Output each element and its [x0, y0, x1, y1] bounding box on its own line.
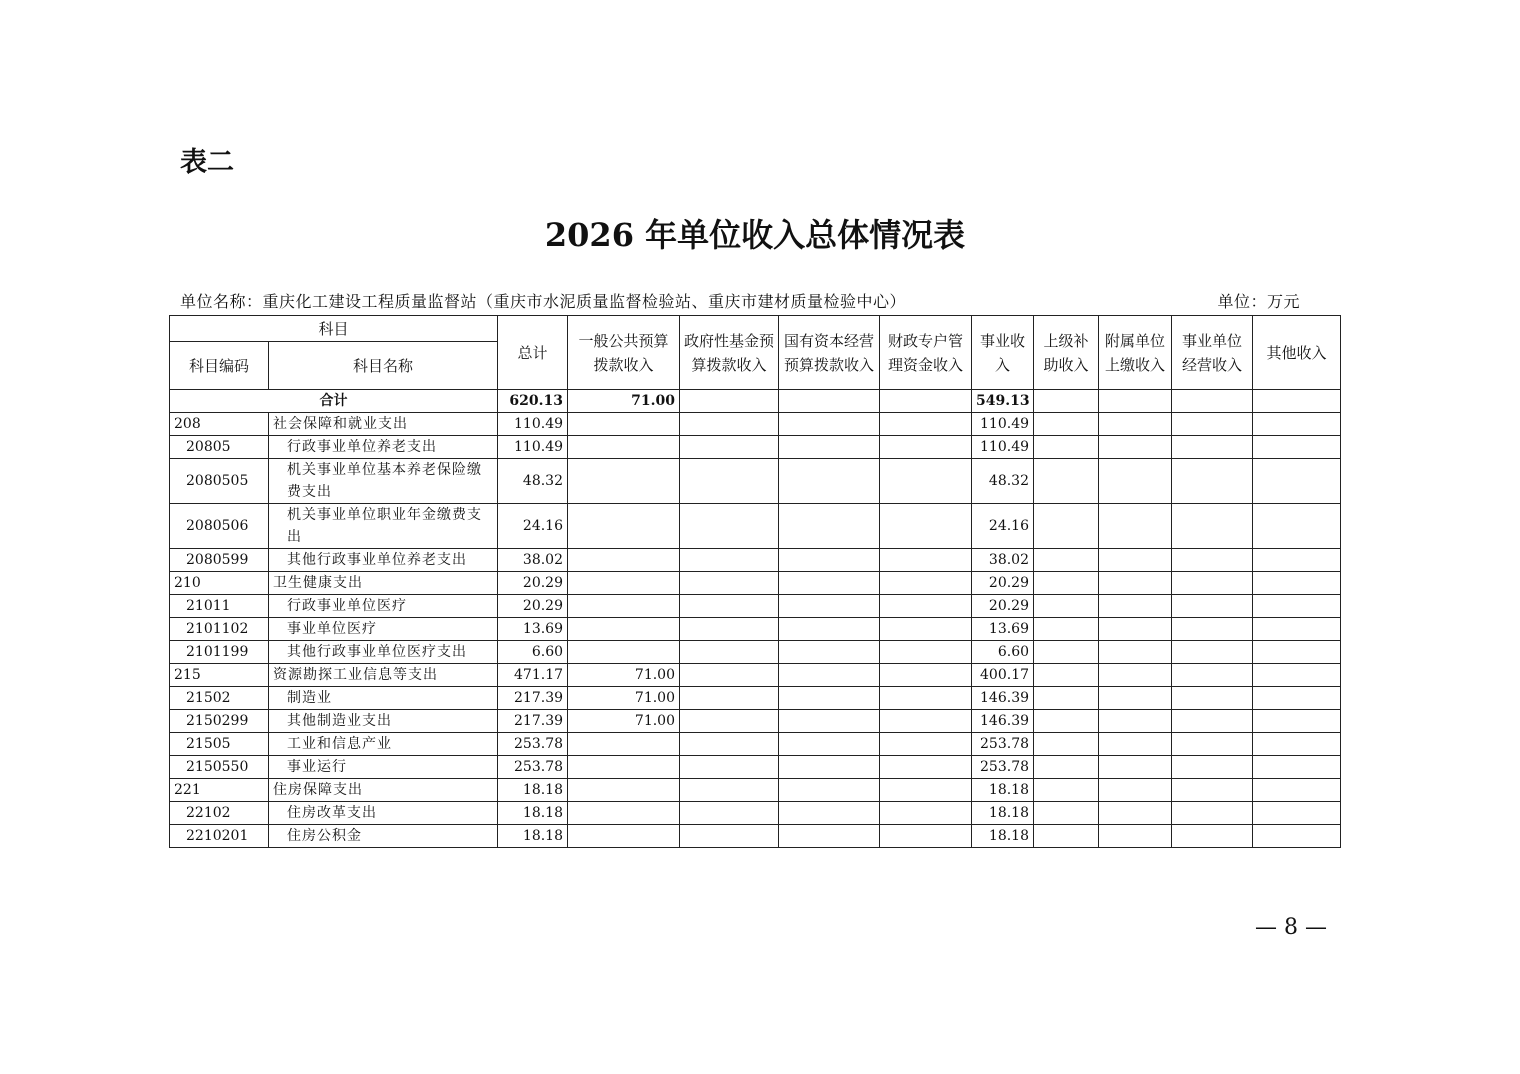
- cell-subsidiary: [1099, 413, 1172, 436]
- cell-name: 住房改革支出: [269, 802, 498, 825]
- cell-other: [1253, 664, 1341, 687]
- cell-gov-fund: [680, 549, 779, 572]
- cell-name: 制造业: [269, 687, 498, 710]
- cell-fiscal-special: [880, 459, 972, 504]
- cell-other: [1253, 733, 1341, 756]
- cell-subsidiary: [1099, 595, 1172, 618]
- table-label: 表二: [180, 147, 234, 178]
- cell-code: 2080599: [170, 549, 269, 572]
- cell-subsidiary: [1099, 618, 1172, 641]
- cell-other: [1253, 618, 1341, 641]
- cell-gov-fund: [680, 664, 779, 687]
- cell-business: 110.49: [972, 436, 1034, 459]
- cell-state-capital: [779, 802, 880, 825]
- cell-total: 471.17: [498, 664, 568, 687]
- cell-other: [1253, 436, 1341, 459]
- cell-name: 行政事业单位养老支出: [269, 436, 498, 459]
- cell-name: 机关事业单位基本养老保险缴费支出: [269, 459, 498, 504]
- cell-other: [1253, 641, 1341, 664]
- cell-operating: [1172, 664, 1253, 687]
- cell-superior-subsidy: [1034, 733, 1099, 756]
- cell-name: 住房保障支出: [269, 779, 498, 802]
- cell-gov-fund: [680, 504, 779, 549]
- cell-state-capital: [779, 504, 880, 549]
- cell-gov-fund: [680, 572, 779, 595]
- header-fiscal-special: 财政专户管理资金收入: [880, 316, 972, 390]
- cell-general-budget: [568, 413, 680, 436]
- cell-business: 6.60: [972, 641, 1034, 664]
- cell-superior-subsidy: [1034, 779, 1099, 802]
- cell-operating: [1172, 618, 1253, 641]
- cell-code: 21502: [170, 687, 269, 710]
- cell-fiscal-special: [880, 641, 972, 664]
- cell-state-capital: [779, 595, 880, 618]
- cell-gov-fund: [680, 595, 779, 618]
- cell-state-capital: [779, 618, 880, 641]
- cell-fiscal-special: [880, 779, 972, 802]
- cell-fiscal-special: [880, 733, 972, 756]
- cell-operating: [1172, 687, 1253, 710]
- cell-superior-subsidy: [1034, 595, 1099, 618]
- cell-fiscal-special: [880, 436, 972, 459]
- total-superior-subsidy: [1034, 390, 1099, 413]
- cell-state-capital: [779, 687, 880, 710]
- unit-name: 单位名称：重庆化工建设工程质量监督站（重庆市水泥质量监督检验站、重庆市建材质量检验中心）: [180, 292, 907, 311]
- cell-state-capital: [779, 733, 880, 756]
- cell-total: 110.49: [498, 413, 568, 436]
- cell-total: 6.60: [498, 641, 568, 664]
- cell-superior-subsidy: [1034, 687, 1099, 710]
- cell-operating: [1172, 825, 1253, 848]
- total-total: 620.13: [498, 390, 568, 413]
- cell-superior-subsidy: [1034, 504, 1099, 549]
- cell-gov-fund: [680, 825, 779, 848]
- cell-business: 20.29: [972, 572, 1034, 595]
- cell-name: 事业单位医疗: [269, 618, 498, 641]
- cell-state-capital: [779, 779, 880, 802]
- cell-operating: [1172, 779, 1253, 802]
- cell-subsidiary: [1099, 641, 1172, 664]
- cell-code: 215: [170, 664, 269, 687]
- cell-gov-fund: [680, 687, 779, 710]
- total-label: 合计: [170, 390, 498, 413]
- total-state-capital: [779, 390, 880, 413]
- cell-gov-fund: [680, 436, 779, 459]
- cell-gov-fund: [680, 459, 779, 504]
- cell-total: 20.29: [498, 595, 568, 618]
- cell-state-capital: [779, 572, 880, 595]
- table-row: [170, 687, 1341, 710]
- cell-superior-subsidy: [1034, 802, 1099, 825]
- cell-name: 资源勘探工业信息等支出: [269, 664, 498, 687]
- cell-fiscal-special: [880, 572, 972, 595]
- page-number: — 8 —: [1255, 915, 1327, 940]
- cell-total: 13.69: [498, 618, 568, 641]
- cell-subsidiary: [1099, 572, 1172, 595]
- cell-total: 18.18: [498, 825, 568, 848]
- cell-code: 21505: [170, 733, 269, 756]
- cell-general-budget: [568, 459, 680, 504]
- cell-state-capital: [779, 664, 880, 687]
- cell-state-capital: [779, 756, 880, 779]
- cell-subsidiary: [1099, 756, 1172, 779]
- cell-other: [1253, 595, 1341, 618]
- cell-fiscal-special: [880, 664, 972, 687]
- cell-business: 13.69: [972, 618, 1034, 641]
- cell-name: 社会保障和就业支出: [269, 413, 498, 436]
- cell-subsidiary: [1099, 733, 1172, 756]
- header-operating: 事业单位经营收入: [1172, 316, 1253, 390]
- cell-code: 208: [170, 413, 269, 436]
- cell-other: [1253, 459, 1341, 504]
- cell-general-budget: [568, 802, 680, 825]
- cell-operating: [1172, 641, 1253, 664]
- cell-gov-fund: [680, 733, 779, 756]
- cell-total: 217.39: [498, 687, 568, 710]
- total-gov-fund: [680, 390, 779, 413]
- cell-superior-subsidy: [1034, 756, 1099, 779]
- cell-fiscal-special: [880, 825, 972, 848]
- cell-superior-subsidy: [1034, 572, 1099, 595]
- cell-other: [1253, 549, 1341, 572]
- cell-subsidiary: [1099, 549, 1172, 572]
- cell-business: 253.78: [972, 733, 1034, 756]
- table-row: [170, 733, 1341, 756]
- total-general-budget: 71.00: [568, 390, 680, 413]
- cell-subsidiary: [1099, 664, 1172, 687]
- table-row: [170, 756, 1341, 779]
- cell-operating: [1172, 504, 1253, 549]
- cell-fiscal-special: [880, 549, 972, 572]
- cell-total: 253.78: [498, 756, 568, 779]
- table-row: [170, 641, 1341, 664]
- cell-other: [1253, 504, 1341, 549]
- cell-business: 400.17: [972, 664, 1034, 687]
- cell-other: [1253, 710, 1341, 733]
- cell-code: 210: [170, 572, 269, 595]
- cell-name: 工业和信息产业: [269, 733, 498, 756]
- cell-superior-subsidy: [1034, 641, 1099, 664]
- cell-subsidiary: [1099, 710, 1172, 733]
- cell-other: [1253, 779, 1341, 802]
- cell-operating: [1172, 436, 1253, 459]
- cell-code: 2101102: [170, 618, 269, 641]
- cell-total: 253.78: [498, 733, 568, 756]
- cell-total: 20.29: [498, 572, 568, 595]
- cell-code: 221: [170, 779, 269, 802]
- cell-subsidiary: [1099, 825, 1172, 848]
- cell-gov-fund: [680, 413, 779, 436]
- cell-superior-subsidy: [1034, 825, 1099, 848]
- cell-fiscal-special: [880, 504, 972, 549]
- table-row: [170, 572, 1341, 595]
- cell-business: 110.49: [972, 413, 1034, 436]
- cell-general-budget: [568, 618, 680, 641]
- header-total: 总计: [498, 316, 568, 390]
- header-subsidiary: 附属单位上缴收入: [1099, 316, 1172, 390]
- cell-superior-subsidy: [1034, 664, 1099, 687]
- cell-operating: [1172, 710, 1253, 733]
- header-general-budget: 一般公共预算拨款收入: [568, 316, 680, 390]
- cell-code: 2080505: [170, 459, 269, 504]
- cell-total: 110.49: [498, 436, 568, 459]
- cell-gov-fund: [680, 802, 779, 825]
- table-row: [170, 802, 1341, 825]
- cell-general-budget: 71.00: [568, 710, 680, 733]
- cell-superior-subsidy: [1034, 413, 1099, 436]
- cell-operating: [1172, 595, 1253, 618]
- cell-operating: [1172, 459, 1253, 504]
- cell-code: 2150550: [170, 756, 269, 779]
- cell-code: 2210201: [170, 825, 269, 848]
- cell-code: 22102: [170, 802, 269, 825]
- cell-general-budget: [568, 756, 680, 779]
- total-other: [1253, 390, 1341, 413]
- cell-business: 48.32: [972, 459, 1034, 504]
- cell-general-budget: [568, 549, 680, 572]
- cell-superior-subsidy: [1034, 459, 1099, 504]
- cell-total: 217.39: [498, 710, 568, 733]
- cell-general-budget: 71.00: [568, 687, 680, 710]
- meta-row: [180, 289, 1300, 312]
- cell-superior-subsidy: [1034, 710, 1099, 733]
- cell-subsidiary: [1099, 436, 1172, 459]
- cell-fiscal-special: [880, 687, 972, 710]
- cell-business: 38.02: [972, 549, 1034, 572]
- cell-business: 253.78: [972, 756, 1034, 779]
- table-row: [170, 664, 1341, 687]
- header-code: 科目编码: [170, 342, 269, 390]
- table-row: [170, 436, 1341, 459]
- cell-other: [1253, 572, 1341, 595]
- cell-code: 2150299: [170, 710, 269, 733]
- table-row: [170, 549, 1341, 572]
- cell-name: 住房公积金: [269, 825, 498, 848]
- table-row: [170, 595, 1341, 618]
- cell-fiscal-special: [880, 595, 972, 618]
- cell-total: 18.18: [498, 779, 568, 802]
- cell-business: 146.39: [972, 687, 1034, 710]
- cell-operating: [1172, 413, 1253, 436]
- cell-other: [1253, 825, 1341, 848]
- cell-operating: [1172, 572, 1253, 595]
- cell-code: 20805: [170, 436, 269, 459]
- page-title: 2026 年单位收入总体情况表: [544, 216, 966, 254]
- cell-business: 24.16: [972, 504, 1034, 549]
- cell-code: 2080506: [170, 504, 269, 549]
- cell-total: 48.32: [498, 459, 568, 504]
- cell-state-capital: [779, 641, 880, 664]
- income-table: [169, 315, 1341, 848]
- cell-name: 事业运行: [269, 756, 498, 779]
- cell-code: 21011: [170, 595, 269, 618]
- cell-business: 18.18: [972, 825, 1034, 848]
- cell-operating: [1172, 549, 1253, 572]
- cell-code: 2101199: [170, 641, 269, 664]
- header-superior-subsidy: 上级补助收入: [1034, 316, 1099, 390]
- table-row: [170, 825, 1341, 848]
- cell-gov-fund: [680, 710, 779, 733]
- cell-fiscal-special: [880, 802, 972, 825]
- unit-label: 单位：万元: [1217, 292, 1300, 311]
- cell-other: [1253, 802, 1341, 825]
- cell-fiscal-special: [880, 756, 972, 779]
- cell-gov-fund: [680, 618, 779, 641]
- cell-name: 其他制造业支出: [269, 710, 498, 733]
- header-subject: 科目: [170, 316, 498, 342]
- cell-total: 18.18: [498, 802, 568, 825]
- cell-superior-subsidy: [1034, 618, 1099, 641]
- cell-superior-subsidy: [1034, 436, 1099, 459]
- header-other: 其他收入: [1253, 316, 1341, 390]
- cell-state-capital: [779, 459, 880, 504]
- total-business: 549.13: [972, 390, 1034, 413]
- cell-name: 其他行政事业单位养老支出: [269, 549, 498, 572]
- cell-operating: [1172, 756, 1253, 779]
- cell-state-capital: [779, 413, 880, 436]
- table-row: [170, 413, 1341, 436]
- cell-name: 其他行政事业单位医疗支出: [269, 641, 498, 664]
- cell-state-capital: [779, 549, 880, 572]
- table-row: [170, 459, 1341, 504]
- cell-business: 146.39: [972, 710, 1034, 733]
- cell-gov-fund: [680, 641, 779, 664]
- cell-general-budget: [568, 436, 680, 459]
- cell-subsidiary: [1099, 802, 1172, 825]
- cell-state-capital: [779, 436, 880, 459]
- cell-name: 机关事业单位职业年金缴费支出: [269, 504, 498, 549]
- cell-total: 24.16: [498, 504, 568, 549]
- cell-general-budget: [568, 641, 680, 664]
- cell-state-capital: [779, 710, 880, 733]
- cell-subsidiary: [1099, 779, 1172, 802]
- header-state-capital: 国有资本经营预算拨款收入: [779, 316, 880, 390]
- total-row: [170, 390, 1341, 413]
- cell-name: 行政事业单位医疗: [269, 595, 498, 618]
- cell-general-budget: [568, 825, 680, 848]
- cell-state-capital: [779, 825, 880, 848]
- cell-superior-subsidy: [1034, 549, 1099, 572]
- cell-general-budget: [568, 733, 680, 756]
- cell-general-budget: [568, 572, 680, 595]
- cell-business: 18.18: [972, 802, 1034, 825]
- total-operating: [1172, 390, 1253, 413]
- cell-gov-fund: [680, 756, 779, 779]
- cell-fiscal-special: [880, 710, 972, 733]
- header-gov-fund: 政府性基金预算拨款收入: [680, 316, 779, 390]
- cell-fiscal-special: [880, 413, 972, 436]
- cell-subsidiary: [1099, 687, 1172, 710]
- cell-subsidiary: [1099, 504, 1172, 549]
- table-row: [170, 504, 1341, 549]
- cell-other: [1253, 413, 1341, 436]
- cell-other: [1253, 756, 1341, 779]
- cell-fiscal-special: [880, 618, 972, 641]
- cell-general-budget: [568, 779, 680, 802]
- cell-general-budget: 71.00: [568, 664, 680, 687]
- cell-total: 38.02: [498, 549, 568, 572]
- cell-other: [1253, 687, 1341, 710]
- cell-subsidiary: [1099, 459, 1172, 504]
- table-row: [170, 618, 1341, 641]
- total-subsidiary: [1099, 390, 1172, 413]
- table-row: [170, 710, 1341, 733]
- cell-business: 20.29: [972, 595, 1034, 618]
- header-name: 科目名称: [269, 342, 498, 390]
- cell-operating: [1172, 802, 1253, 825]
- cell-business: 18.18: [972, 779, 1034, 802]
- cell-name: 卫生健康支出: [269, 572, 498, 595]
- cell-general-budget: [568, 504, 680, 549]
- total-fiscal-special: [880, 390, 972, 413]
- cell-general-budget: [568, 595, 680, 618]
- cell-gov-fund: [680, 779, 779, 802]
- cell-operating: [1172, 733, 1253, 756]
- table-row: [170, 779, 1341, 802]
- header-business: 事业收入: [972, 316, 1034, 390]
